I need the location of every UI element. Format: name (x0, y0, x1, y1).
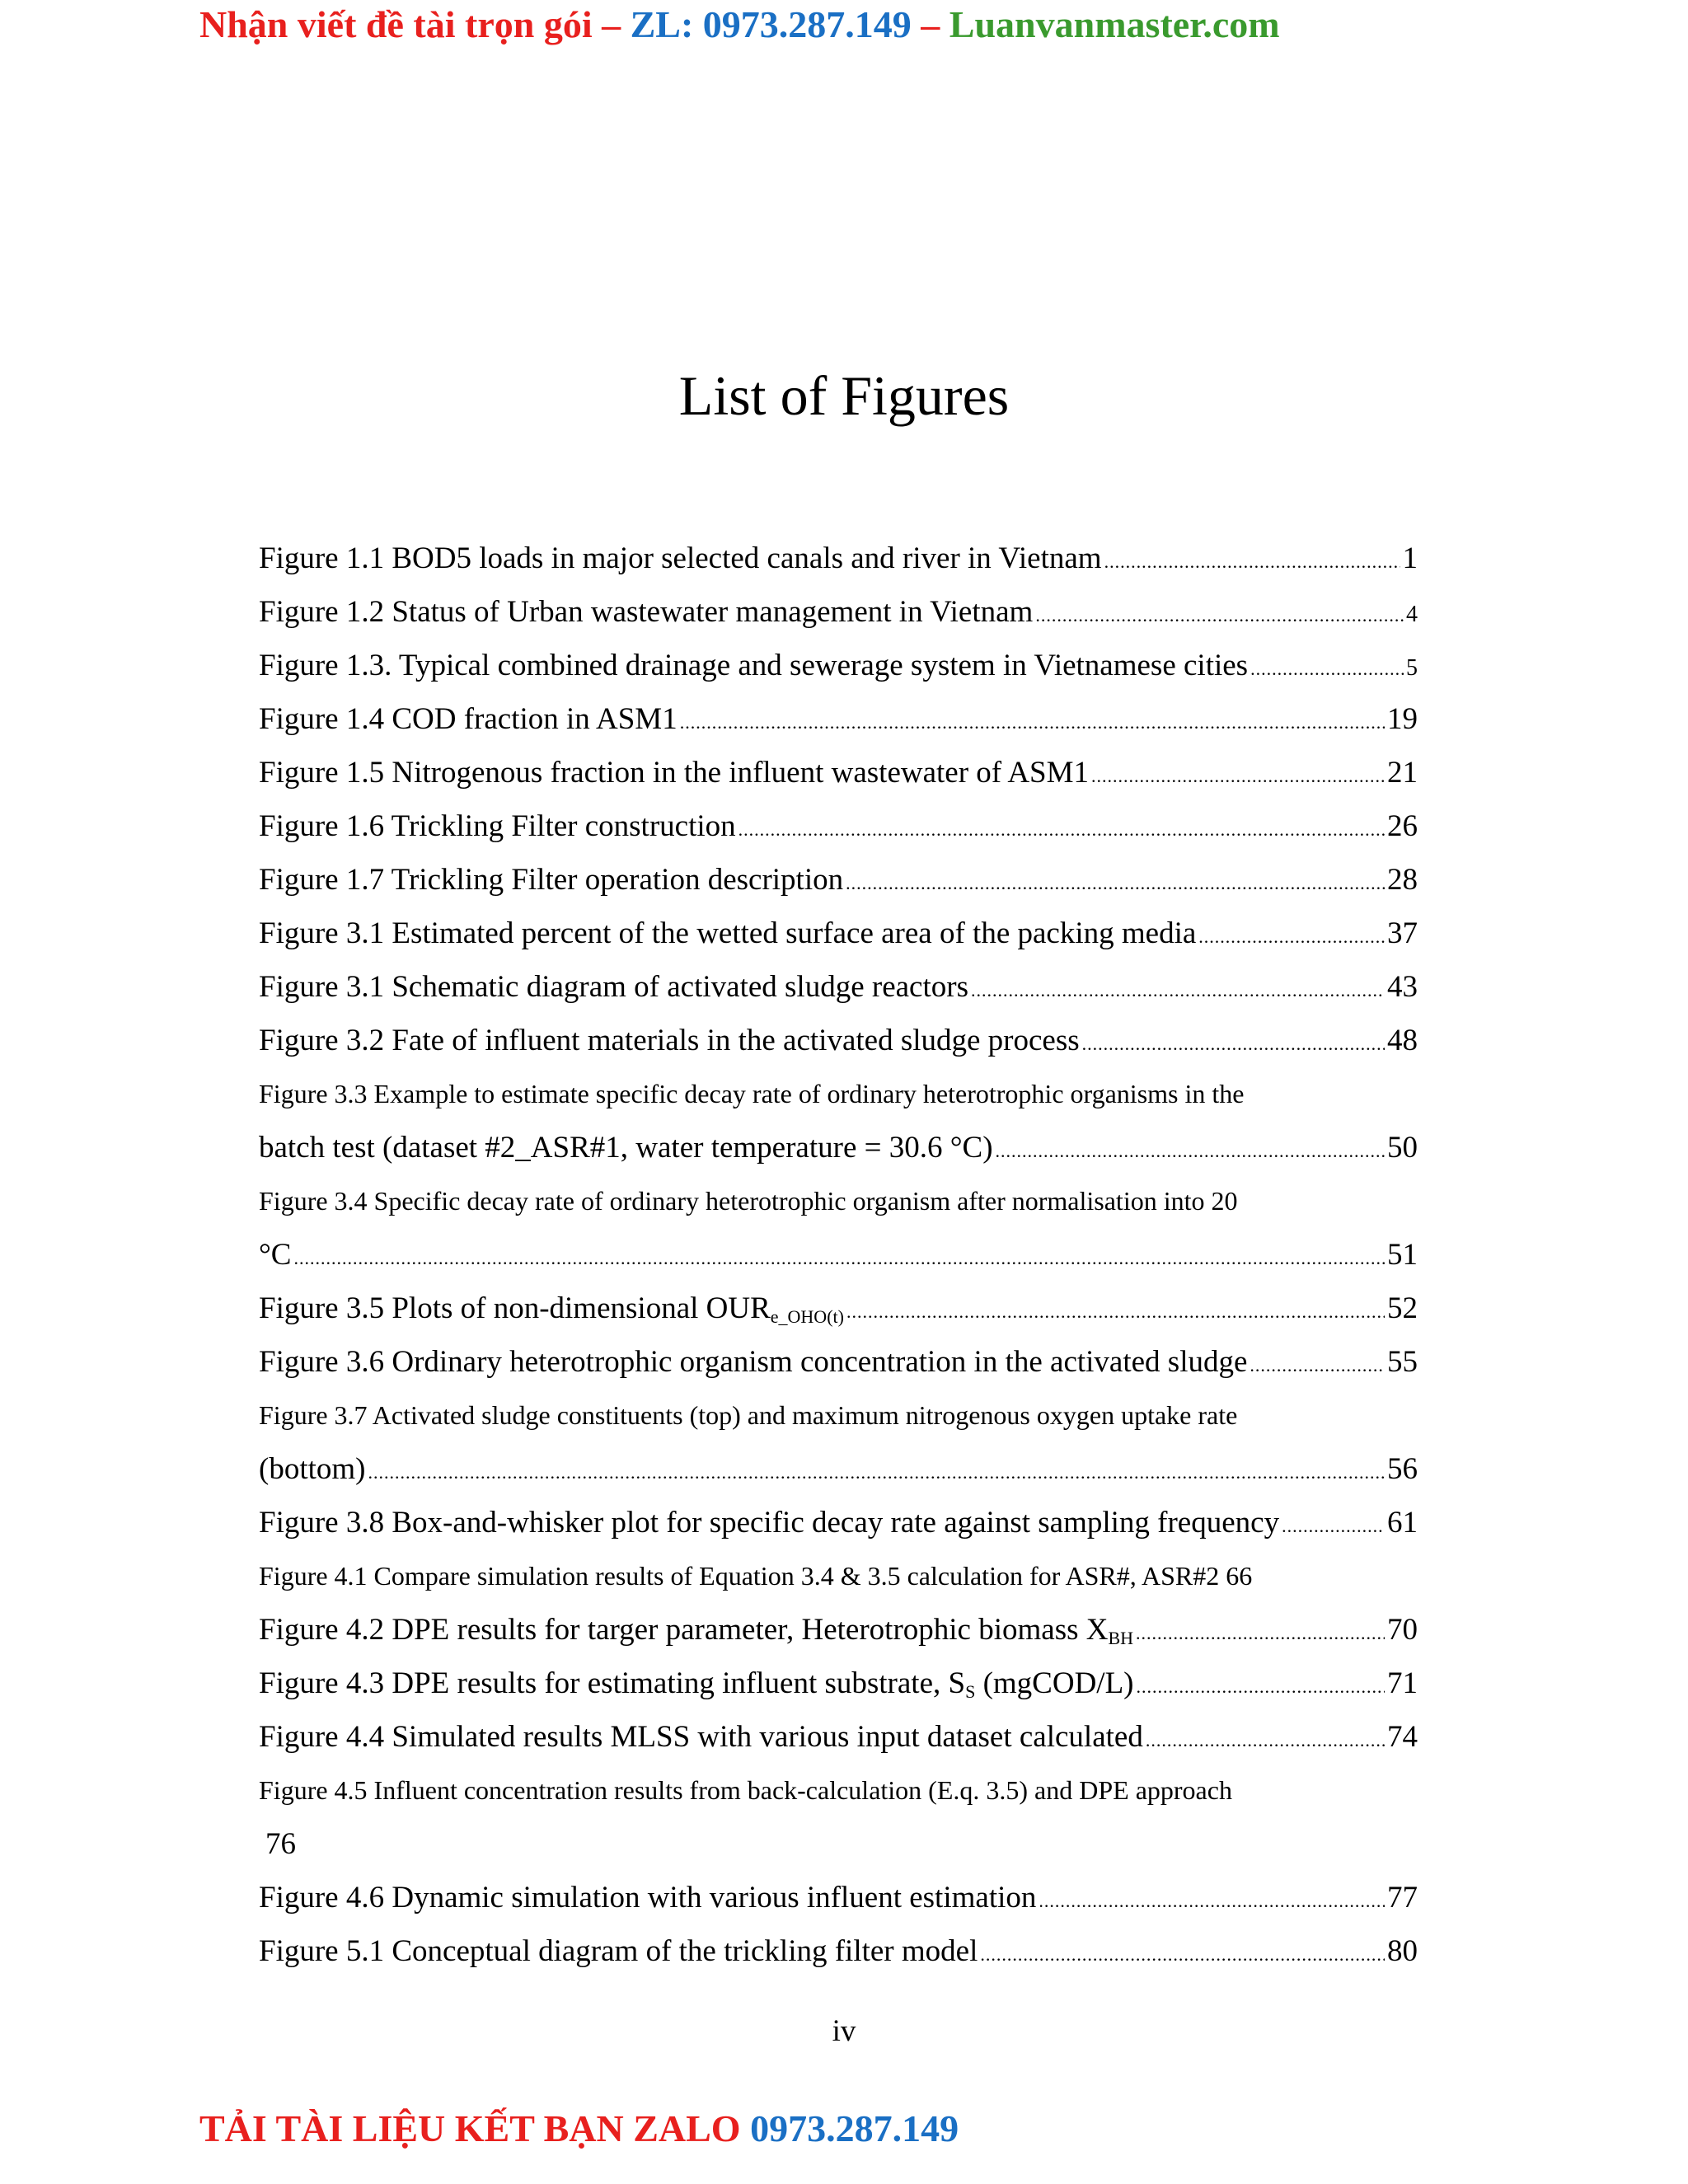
toc-leader-dots (1250, 1338, 1385, 1392)
toc-entry-text: Figure 3.3 Example to estimate specific decay rate of ordinary heterotrophic organisms in the (259, 1079, 1245, 1108)
toc-page-number: 52 (1387, 1291, 1418, 1325)
toc-leader-dots (846, 1285, 1385, 1338)
toc-leader-dots (971, 963, 1385, 1017)
toc-entry[interactable] (259, 1496, 1418, 1549)
toc-page-number: 71 (1387, 1666, 1418, 1700)
toc-entry-text: Figure 3.7 Activated sludge constituents (top) and maximum nitrogenous oxygen uptake rate (259, 1400, 1238, 1430)
toc-page-number: 56 (1387, 1452, 1418, 1486)
toc-subscript: BH (1108, 1628, 1134, 1648)
toc-subscript: e_OHO(t) (770, 1306, 844, 1327)
toc-page-number: 61 (1387, 1506, 1418, 1540)
toc-entry-text: Figure 3.2 Fate of influent materials in the activated sludge process (259, 1024, 1080, 1057)
toc-page-number: 80 (1387, 1934, 1418, 1968)
toc-entry-continuation[interactable] (259, 1442, 1418, 1496)
toc-leader-dots (1104, 535, 1400, 588)
toc-page-number: 19 (1387, 702, 1418, 736)
toc-entry[interactable] (259, 1282, 1418, 1335)
toc-page-number: 37 (1387, 916, 1418, 950)
toc-leader-dots (1091, 749, 1385, 803)
page-number: iv (832, 2014, 856, 2048)
toc-entry-text: Figure 1.3. Typical combined drainage and sewerage system in Vietnamese cities (259, 649, 1249, 682)
toc-entry-text: Figure 1.4 COD fraction in ASM1 (259, 702, 678, 736)
toc-leader-dots (1136, 1606, 1385, 1660)
toc-entry-text: Figure 3.8 Box-and-whisker plot for specific decay rate against sampling frequency (259, 1506, 1280, 1540)
toc-page-number: 70 (1387, 1613, 1418, 1647)
toc-leader-dots (1146, 1713, 1385, 1767)
header-separator: – (592, 3, 631, 45)
toc-page-number: 74 (1387, 1720, 1418, 1754)
header-website-link[interactable]: Luanvanmaster.com (949, 3, 1280, 45)
toc-entry[interactable] (259, 799, 1418, 853)
toc-entry[interactable] (259, 1389, 1418, 1442)
toc-entry-main: Figure 3.5 Plots of non-dimensional OUR (259, 1291, 771, 1325)
toc-leader-dots (1035, 588, 1404, 642)
toc-entry[interactable] (259, 1710, 1418, 1764)
toc-leader-dots (1137, 1660, 1385, 1713)
toc-page-number: 26 (1387, 809, 1418, 843)
toc-leader-dots (996, 1124, 1385, 1178)
toc-entry[interactable] (259, 960, 1418, 1014)
toc-page-number: 5 (1406, 655, 1418, 681)
toc-entry-text: Figure 1.1 BOD5 loads in major selected canals and river in Vietnam (259, 541, 1102, 575)
footer-banner (199, 2106, 959, 2152)
toc-entry-tail: (mgCOD/L) (975, 1666, 1134, 1700)
toc-entry[interactable] (259, 1014, 1418, 1067)
toc-leader-dots (680, 696, 1385, 749)
toc-leader-dots (1082, 1017, 1385, 1071)
toc-entry-text: Figure 1.2 Status of Urban wastewater management in Vietnam (259, 595, 1034, 629)
toc-leader-dots (980, 1928, 1385, 1981)
toc-leader-dots (1282, 1499, 1385, 1553)
toc-leader-dots (1198, 910, 1385, 963)
toc-page-number: 1 (1402, 541, 1418, 575)
toc-entry[interactable] (259, 1657, 1418, 1710)
toc-page-number[interactable]: 76 (265, 1827, 296, 1861)
header-separator: – (911, 3, 950, 45)
toc-entry-text: (bottom) (259, 1452, 366, 1486)
toc-leader-dots (293, 1231, 1385, 1285)
toc-entry-continuation[interactable] (259, 1121, 1418, 1174)
toc-page-number: 50 (1387, 1131, 1418, 1165)
toc-entry-text: Figure 3.1 Estimated percent of the wetted surface area of the packing media (259, 916, 1197, 950)
toc-leader-dots (368, 1446, 1385, 1499)
toc-entry[interactable] (259, 692, 1418, 746)
header-zalo-number[interactable]: ZL: 0973.287.149 (630, 3, 912, 45)
page-title: List of Figures (678, 364, 1010, 427)
toc-entry-text: Figure 3.4 Specific decay rate of ordinary heterotrophic organism after normalisation into 20 (259, 1186, 1238, 1216)
toc-entry-main: Figure 4.3 DPE results for estimating influent substrate, S (259, 1666, 966, 1700)
toc-page-number: 48 (1387, 1024, 1418, 1057)
toc-page-number: 4 (1406, 602, 1418, 627)
toc-entry[interactable] (259, 1924, 1418, 1978)
toc-entry-continuation[interactable] (259, 1228, 1418, 1282)
toc-subscript: S (965, 1681, 976, 1702)
toc-entry[interactable] (259, 1764, 1418, 1817)
toc-entry-text: Figure 5.1 Conceptual diagram of the trickling filter model (259, 1934, 978, 1968)
toc-entry-text: Figure 3.6 Ordinary heterotrophic organism concentration in the activated sludge (259, 1345, 1248, 1379)
header-service-text: Nhận viết đề tài trọn gói (199, 3, 593, 45)
toc-entry-text: Figure 1.5 Nitrogenous fraction in the influent wastewater of ASM1 (259, 756, 1090, 790)
footer-zalo-number[interactable]: 0973.287.149 (750, 2107, 959, 2149)
toc-entry[interactable] (259, 907, 1418, 960)
toc-entry[interactable] (259, 746, 1418, 799)
toc-entry[interactable] (259, 585, 1418, 639)
toc-entry-text: Figure 1.6 Trickling Filter construction (259, 809, 736, 843)
toc-entry[interactable] (259, 853, 1418, 907)
toc-entry-text (259, 1282, 844, 1338)
toc-entry[interactable] (259, 1174, 1418, 1228)
toc-entry-text: Figure 4.4 Simulated results MLSS with various input dataset calculated (259, 1720, 1143, 1754)
toc-entry[interactable] (259, 1335, 1418, 1389)
toc-page-number: 55 (1387, 1345, 1418, 1379)
toc-leader-dots (1250, 642, 1404, 696)
toc-entry-text (259, 1603, 1133, 1660)
toc-entry-main: Figure 4.2 DPE results for targer parameter, Heterotrophic biomass X (259, 1613, 1109, 1647)
footer-download-text: TẢI TÀI LIỆU KẾT BẠN ZALO (199, 2107, 751, 2149)
toc-entry-text: Figure 4.1 Compare simulation results of Equation 3.4 & 3.5 calculation for ASR#, ASR#2 66 (259, 1561, 1253, 1591)
toc-entry-text: Figure 1.7 Trickling Filter operation description (259, 863, 844, 897)
toc-entry[interactable] (259, 1067, 1418, 1121)
figure-list (259, 532, 1418, 1978)
toc-entry-text: Figure 3.1 Schematic diagram of activated sludge reactors (259, 970, 968, 1004)
toc-entry-text (259, 1657, 1134, 1713)
toc-leader-dots (1039, 1874, 1385, 1928)
toc-page-number: 51 (1387, 1238, 1418, 1272)
toc-leader-dots (846, 856, 1385, 910)
toc-entry-text: Figure 4.6 Dynamic simulation with various influent estimation (259, 1881, 1037, 1915)
toc-entry[interactable] (259, 532, 1418, 585)
toc-entry[interactable] (259, 1871, 1418, 1924)
toc-leader-dots (738, 803, 1385, 856)
toc-page-number: 43 (1387, 970, 1418, 1004)
toc-entry-text: batch test (dataset #2_ASR#1, water temperature = 30.6 °C) (259, 1131, 993, 1165)
toc-page-number: 28 (1387, 863, 1418, 897)
header-banner (199, 2, 1280, 48)
toc-page-number: 21 (1387, 756, 1418, 790)
toc-entry[interactable] (259, 639, 1418, 692)
toc-entry[interactable] (259, 1603, 1418, 1657)
toc-entry-text: Figure 4.5 Influent concentration results from back-calculation (E.q. 3.5) and DPE approach (259, 1775, 1232, 1805)
toc-entry-text: °C (259, 1238, 292, 1272)
toc-entry[interactable] (259, 1549, 1418, 1603)
toc-page-number: 77 (1387, 1881, 1418, 1915)
